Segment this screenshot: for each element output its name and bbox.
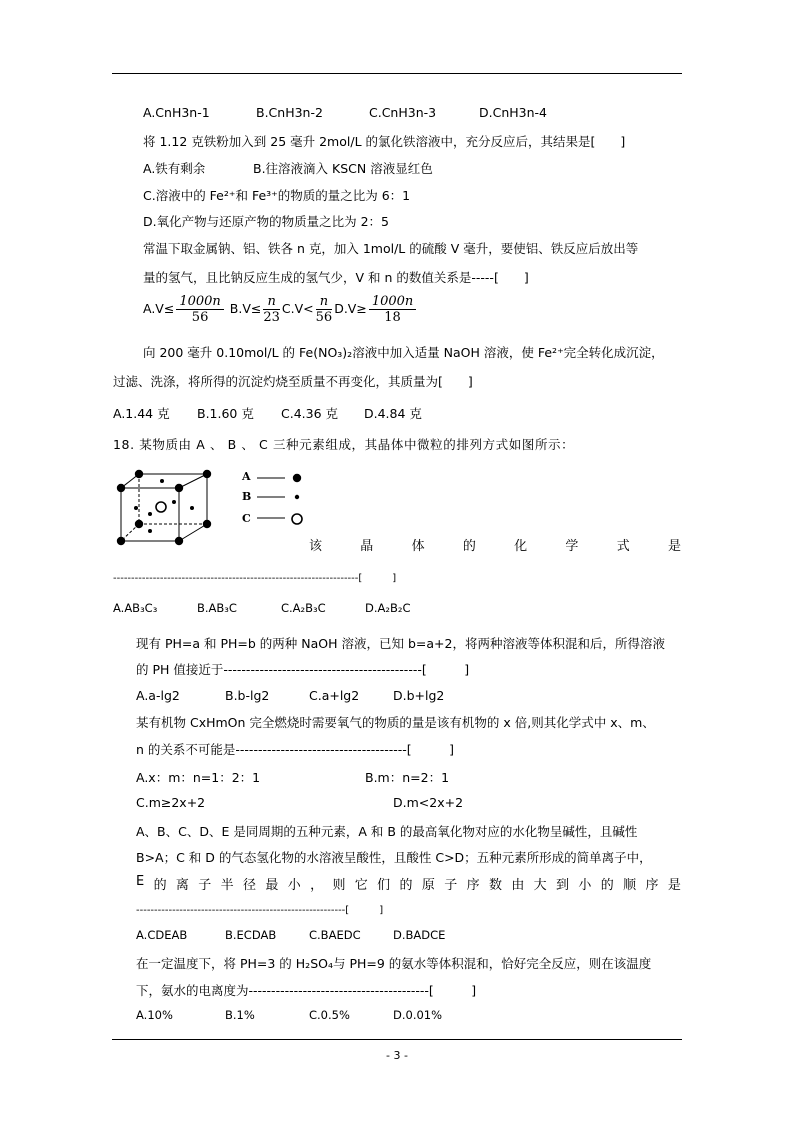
legend-label-b: B [242, 490, 252, 503]
stem-line-2: 过滤、洗涤，将所得的沉淀灼烧至质量不再变化，其质量为[ ] [113, 374, 473, 389]
fraction-options [143, 294, 418, 325]
char: 半 [220, 878, 234, 893]
char: 由 [511, 878, 525, 893]
numerator: 1000n [369, 294, 416, 310]
char: 数 [488, 878, 502, 893]
atom-c [156, 502, 166, 512]
atom-a [203, 520, 211, 528]
option-d: D.4.84 克 [364, 406, 422, 421]
legend [257, 474, 302, 524]
legend-atom-c [292, 514, 302, 524]
atom-a [175, 537, 183, 545]
option-a-fraction [176, 294, 223, 325]
char: 序 [645, 878, 659, 893]
atom-a [117, 537, 125, 545]
option-d: D.BADCE [393, 928, 446, 942]
atom-b [148, 529, 152, 533]
option-d: D.氧化产物与还原产物的物质量之比为 2：5 [143, 214, 389, 229]
char: 晶 [360, 539, 374, 554]
char: 原 [421, 878, 435, 893]
stem-line-1: A、B、C、D、E 是同周期的五种元素，A 和 B 的最高氧化物对应的水化物呈碱性，且碱性 [136, 824, 638, 839]
stem: 18. 某物质由 A 、 B 、 C 三种元素组成，其晶体中微粒的排列方式如图所示： [113, 437, 575, 452]
page-number: - 3 - [386, 1049, 408, 1062]
option-c: C.溶液中的 Fe²⁺和 Fe³⁺的物质的量之比为 6：1 [143, 188, 411, 203]
char: 则 [332, 878, 346, 893]
option-d: D.m<2x+2 [393, 795, 464, 810]
crystal-structure-diagram [110, 468, 315, 550]
option-c: C.BAEDC [309, 928, 361, 942]
stem-line-2: B>A；C 和 D 的气态氢化物的水溶液呈酸性，且酸性 C>D；五种元素所形成的简单离子中， [136, 850, 652, 865]
atom-b [134, 506, 138, 510]
denominator: 23 [263, 310, 280, 325]
option-b: B.m：n=2：1 [365, 770, 450, 785]
option-b-prefix: B.V≤ [229, 301, 262, 316]
legend-atom-b [295, 495, 299, 499]
top-right-edge [179, 474, 207, 488]
char: 最 [265, 878, 279, 893]
question-line [309, 535, 681, 554]
option-b: B.b-lg2 [225, 688, 270, 703]
option-d: D.b+lg2 [393, 688, 445, 703]
numerator: n [263, 294, 280, 310]
option-b-fraction [263, 294, 280, 325]
char: ， [310, 878, 324, 893]
atom-a [175, 484, 183, 492]
option-a-prefix: A.V≤ [143, 301, 175, 316]
char: 序 [466, 878, 480, 893]
atom-b [190, 506, 194, 510]
char: 子 [444, 878, 458, 893]
option-a: A.AB₃C₃ [113, 601, 158, 615]
option-d: D.0.01% [393, 1008, 443, 1022]
option-c: C.0.5% [309, 1008, 350, 1022]
char: 是 [667, 878, 681, 893]
option-a: A.10% [136, 1008, 173, 1022]
footer-rule [112, 1039, 682, 1040]
denominator: 56 [315, 310, 333, 325]
option-c: C.A₂B₃C [281, 601, 326, 615]
char: 的 [600, 878, 614, 893]
char: E [136, 874, 145, 889]
option-a: A.a-lg2 [136, 688, 180, 703]
header-rule [112, 73, 682, 74]
option-a: A.铁有剩余 [143, 161, 206, 176]
option-d-prefix: D.V≥ [334, 301, 367, 316]
stem-line-2: n 的关系不可能是--------------------------------------[ ] [136, 742, 455, 757]
stem-line-1: 现有 PH=a 和 PH=b 的两种 NaOH 溶液，已知 b=a+2，将两种溶液等体积混和后，所得溶液 [136, 636, 665, 651]
char: 的 [399, 878, 413, 893]
char: 它 [354, 878, 368, 893]
char: 该 [309, 539, 323, 554]
stem-line-1: 常温下取金属钠、铝、铁各 n 克，加入 1mol/L 的硫酸 V 毫升，要使铝、铁反应后放出等 [143, 241, 639, 256]
atom-b [148, 512, 152, 516]
char: 式 [616, 539, 630, 554]
legend-atom-a [293, 474, 301, 482]
option-c: C.a+lg2 [309, 688, 360, 703]
char: 是 [667, 539, 681, 554]
stem-line-2: 下，氨水的电离度为----------------------------------------[ ] [136, 983, 477, 998]
option-d-fraction [369, 294, 416, 325]
option-d: D.CnH3n-4 [479, 105, 547, 120]
option-c: C.CnH3n-3 [369, 105, 437, 120]
denominator: 56 [191, 310, 209, 325]
option-b: B.CnH3n-2 [256, 105, 323, 120]
char: 子 [198, 878, 212, 893]
option-c-prefix: C.V< [281, 301, 314, 316]
numerator: n [316, 294, 333, 310]
option-b: B.往溶液滴入 KSCN 溶液显红色 [253, 161, 433, 176]
option-d: D.A₂B₂C [365, 601, 411, 615]
stem-line-2: 的 PH 值接近于--------------------------------------------[ ] [136, 662, 470, 677]
atom-b [160, 479, 164, 483]
answer-blank: ----------------------------------------------------------[ ] [136, 905, 384, 916]
char: 小 [287, 878, 301, 893]
char: 离 [175, 878, 189, 893]
char: 的 [462, 539, 476, 554]
option-b: B.1.60 克 [197, 406, 254, 421]
char: 顺 [623, 878, 637, 893]
option-c: C.m≥2x+2 [136, 795, 206, 810]
atom-a [135, 470, 143, 478]
char: 学 [565, 539, 579, 554]
option-a: A.x：m：n=1：2：1 [136, 770, 261, 785]
denominator: 18 [384, 310, 401, 325]
char: 到 [556, 878, 570, 893]
stem-line-1: 在一定温度下，将 PH=3 的 H₂SO₄与 PH=9 的氨水等体积混和，恰好完全反应，则在该温度 [136, 956, 652, 971]
atom-a [117, 484, 125, 492]
stem-line-1: 向 200 毫升 0.10mol/L 的 Fe(NO₃)₂溶液中加入适量 NaOH 溶液，使 Fe²⁺完全转化成沉淀， [143, 345, 664, 360]
option-c: C.4.36 克 [281, 406, 339, 421]
option-a: A.CDEAB [136, 928, 188, 942]
stem-line-3 [136, 874, 681, 893]
char: 大 [533, 878, 547, 893]
atom-a [135, 520, 143, 528]
char: 体 [411, 539, 425, 554]
question-stem: 将 1.12 克铁粉加入到 25 毫升 2mol/L 的氯化铁溶液中，充分反应后，其结果是[ ] [143, 134, 626, 149]
atom-a [203, 470, 211, 478]
stem-line-2: 量的氢气，且比钠反应生成的氢气少，V 和 n 的数值关系是-----[ ] [143, 270, 529, 285]
option-b: B.ECDAB [225, 928, 277, 942]
char: 们 [377, 878, 391, 893]
option-b: B.1% [225, 1008, 255, 1022]
atom-b [172, 500, 176, 504]
answer-blank: --------------------------------------------------------------------[ ] [113, 573, 397, 584]
char: 小 [578, 878, 592, 893]
legend-label-c: C [242, 512, 251, 525]
option-a: A.1.44 克 [113, 406, 170, 421]
char: 的 [153, 878, 167, 893]
option-c-fraction [316, 294, 333, 325]
stem-line-1: 某有机物 CxHmOn 完全燃烧时需要氧气的物质的量是该有机物的 x 倍,则其化学式中 x、m、 [136, 715, 655, 730]
char: 径 [243, 878, 257, 893]
option-b: B.AB₃C [197, 601, 237, 615]
legend-label-a: A [242, 470, 251, 483]
char: 化 [514, 539, 528, 554]
numerator: 1000n [176, 294, 223, 310]
option-a: A.CnH3n-1 [143, 105, 210, 120]
bottom-right-edge [179, 524, 207, 541]
